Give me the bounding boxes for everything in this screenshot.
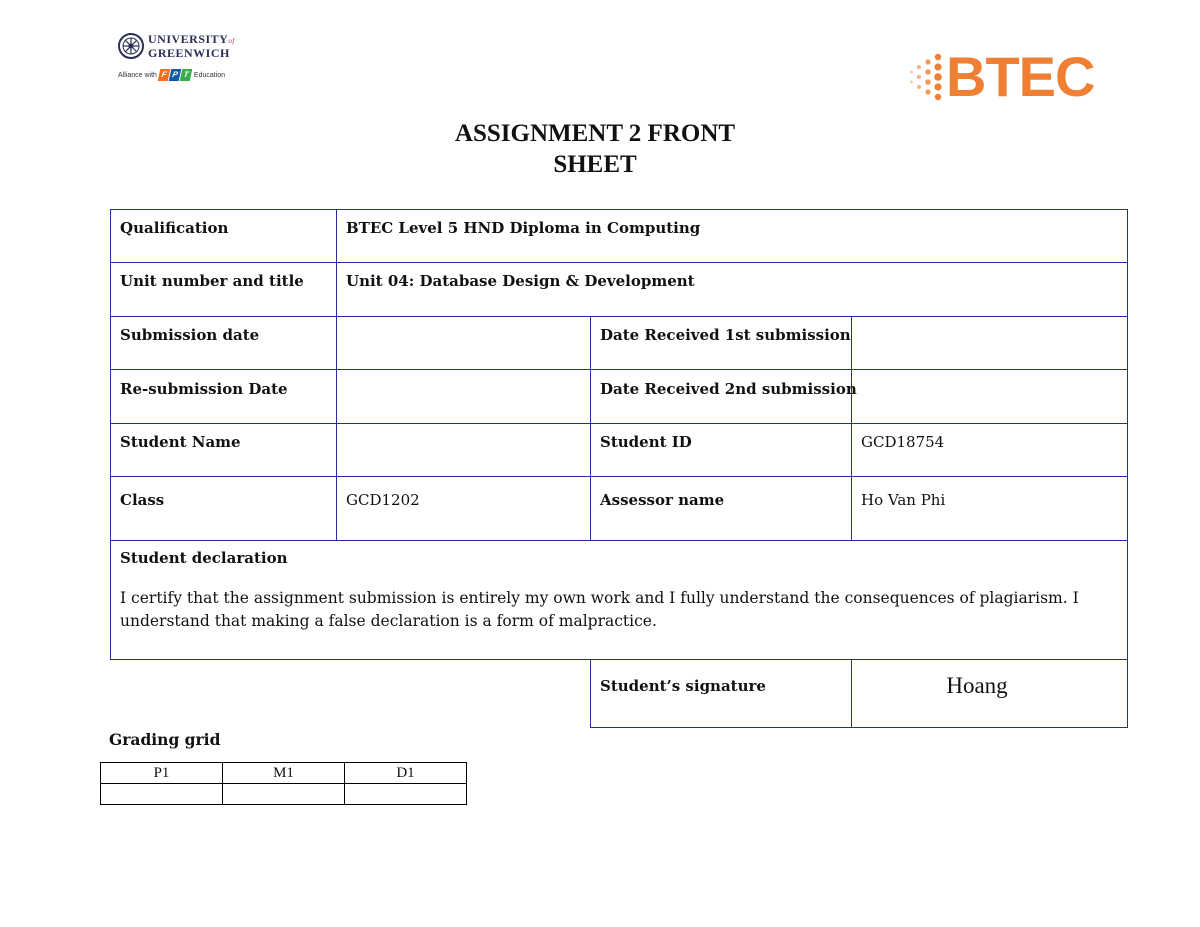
grading-value-row (101, 784, 467, 805)
date-received-2-label: Date Received 2nd submission (600, 380, 857, 398)
grade-value-p1[interactable] (101, 784, 223, 805)
student-name-label: Student Name (120, 433, 241, 451)
table-divider (110, 659, 1128, 660)
grading-grid-label: Grading grid (109, 730, 221, 749)
fpt-letter-f: F (158, 69, 171, 81)
title-line1: ASSIGNMENT 2 FRONT (454, 120, 736, 147)
signature-label: Student’s signature (600, 677, 766, 695)
student-id-label: Student ID (600, 433, 692, 451)
table-divider (110, 369, 1128, 370)
resubmission-date-label: Re-submission Date (120, 380, 288, 398)
table-border-left (110, 209, 111, 660)
btec-dots-icon (908, 51, 944, 103)
table-divider (110, 262, 1128, 263)
declaration-label: Student declaration (120, 549, 288, 567)
university-logo (118, 33, 248, 93)
class-label: Class (120, 491, 165, 509)
class-value: GCD1202 (346, 491, 420, 509)
grade-value-d1[interactable] (345, 784, 467, 805)
table-column-divider (590, 659, 591, 728)
submission-date-label: Submission date (120, 326, 260, 344)
table-column-divider (336, 209, 337, 541)
fpt-logo (159, 69, 192, 81)
grading-header-row (101, 763, 467, 784)
unit-value: Unit 04: Database Design & Development (346, 272, 695, 290)
unit-label: Unit number and title (120, 272, 304, 290)
table-divider (110, 540, 1128, 541)
university-name-line1: UNIVERSITY (148, 32, 229, 46)
btec-wordmark: BTEC (946, 45, 1095, 108)
date-received-1-label: Date Received 1st submission (600, 326, 851, 344)
university-of: of (228, 37, 235, 45)
declaration-text: I certify that the assignment submission is entirely my own work and I fully understand the consequences of plagiarism. I understand that making a false declaration is a form of malpractice. (120, 589, 1079, 630)
signature-value: Hoang (946, 673, 1008, 698)
grade-header-p1: P1 (101, 763, 223, 784)
table-column-divider (590, 316, 591, 541)
grade-value-m1[interactable] (223, 784, 345, 805)
title-line2: SHEET (553, 151, 637, 178)
table-column-divider (851, 316, 852, 541)
assessor-value: Ho Van Phi (861, 491, 946, 509)
qualification-label: Qualification (120, 219, 229, 237)
grade-header-m1: M1 (223, 763, 345, 784)
table-divider (110, 423, 1128, 424)
btec-logo (908, 44, 1098, 110)
alliance-prefix: Alliance with (118, 71, 157, 79)
table-divider (110, 316, 1128, 317)
assessor-label: Assessor name (600, 491, 725, 509)
fpt-letter-p: P (169, 69, 182, 81)
table-border-right (1127, 209, 1128, 728)
table-border-bottom (591, 727, 1128, 728)
fpt-letter-t: T (180, 69, 193, 81)
page-title (0, 118, 1190, 180)
qualification-value: BTEC Level 5 HND Diploma in Computing (346, 219, 701, 237)
alliance-suffix: Education (193, 71, 226, 79)
grading-grid (100, 762, 467, 805)
table-border-top (110, 209, 1128, 210)
fpt-alliance (118, 69, 248, 81)
student-id-value: GCD18754 (861, 433, 945, 451)
university-name-line2: GREENWICH (148, 46, 230, 60)
table-divider (110, 476, 1128, 477)
university-seal-icon (118, 33, 144, 59)
grade-header-d1: D1 (345, 763, 467, 784)
